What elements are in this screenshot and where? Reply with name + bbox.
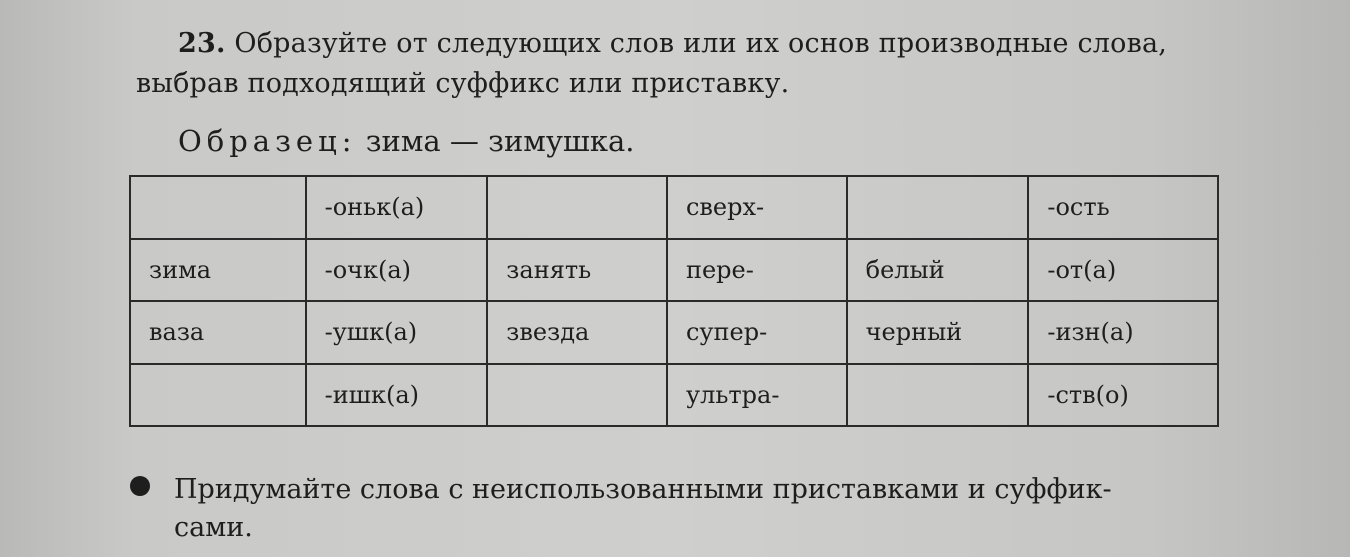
table-cell: звезда [487, 301, 667, 364]
table-cell: пере- [667, 239, 847, 302]
task-heading-line-2: выбрав подходящий суффикс или приставку. [136, 68, 790, 99]
followup-line-2: сами. [174, 512, 253, 543]
table-cell: ваза [130, 301, 306, 364]
table-cell: -ств(о) [1028, 364, 1218, 427]
table-row [130, 364, 1218, 427]
table-cell [487, 364, 667, 427]
sample-label: Образец: [178, 124, 357, 158]
table-cell: ультра- [667, 364, 847, 427]
table-cell: черный [847, 301, 1029, 364]
table-cell: -ишк(а) [306, 364, 488, 427]
table-cell: сверх- [667, 176, 847, 239]
table-cell: занять [487, 239, 667, 302]
table-cell [847, 364, 1029, 427]
task-heading-line-1 [178, 28, 1167, 59]
table-cell: -ушк(а) [306, 301, 488, 364]
table-row [130, 301, 1218, 364]
table-cell: -от(а) [1028, 239, 1218, 302]
sample-text: зима — зимушка. [365, 124, 635, 158]
table-row [130, 239, 1218, 302]
table-cell: белый [847, 239, 1029, 302]
bullet-icon [130, 476, 150, 496]
sample-line [178, 124, 635, 158]
table-cell: -оньк(а) [306, 176, 488, 239]
table-cell: супер- [667, 301, 847, 364]
table-cell [130, 176, 306, 239]
table-cell [847, 176, 1029, 239]
table-cell [487, 176, 667, 239]
task-number: 23. [178, 28, 226, 59]
table-cell: -изн(а) [1028, 301, 1218, 364]
table-cell: -ость [1028, 176, 1218, 239]
followup-text-1: Придумайте слова с неиспользованными приставками и суффик- [174, 474, 1112, 505]
table-cell [130, 364, 306, 427]
table-cell: зима [130, 239, 306, 302]
followup-line-1 [130, 474, 1112, 505]
word-table [129, 175, 1219, 427]
task-instruction-1: Образуйте от следующих слов или их основ производные слова, [234, 28, 1168, 59]
table-cell: -очк(а) [306, 239, 488, 302]
table-row [130, 176, 1218, 239]
